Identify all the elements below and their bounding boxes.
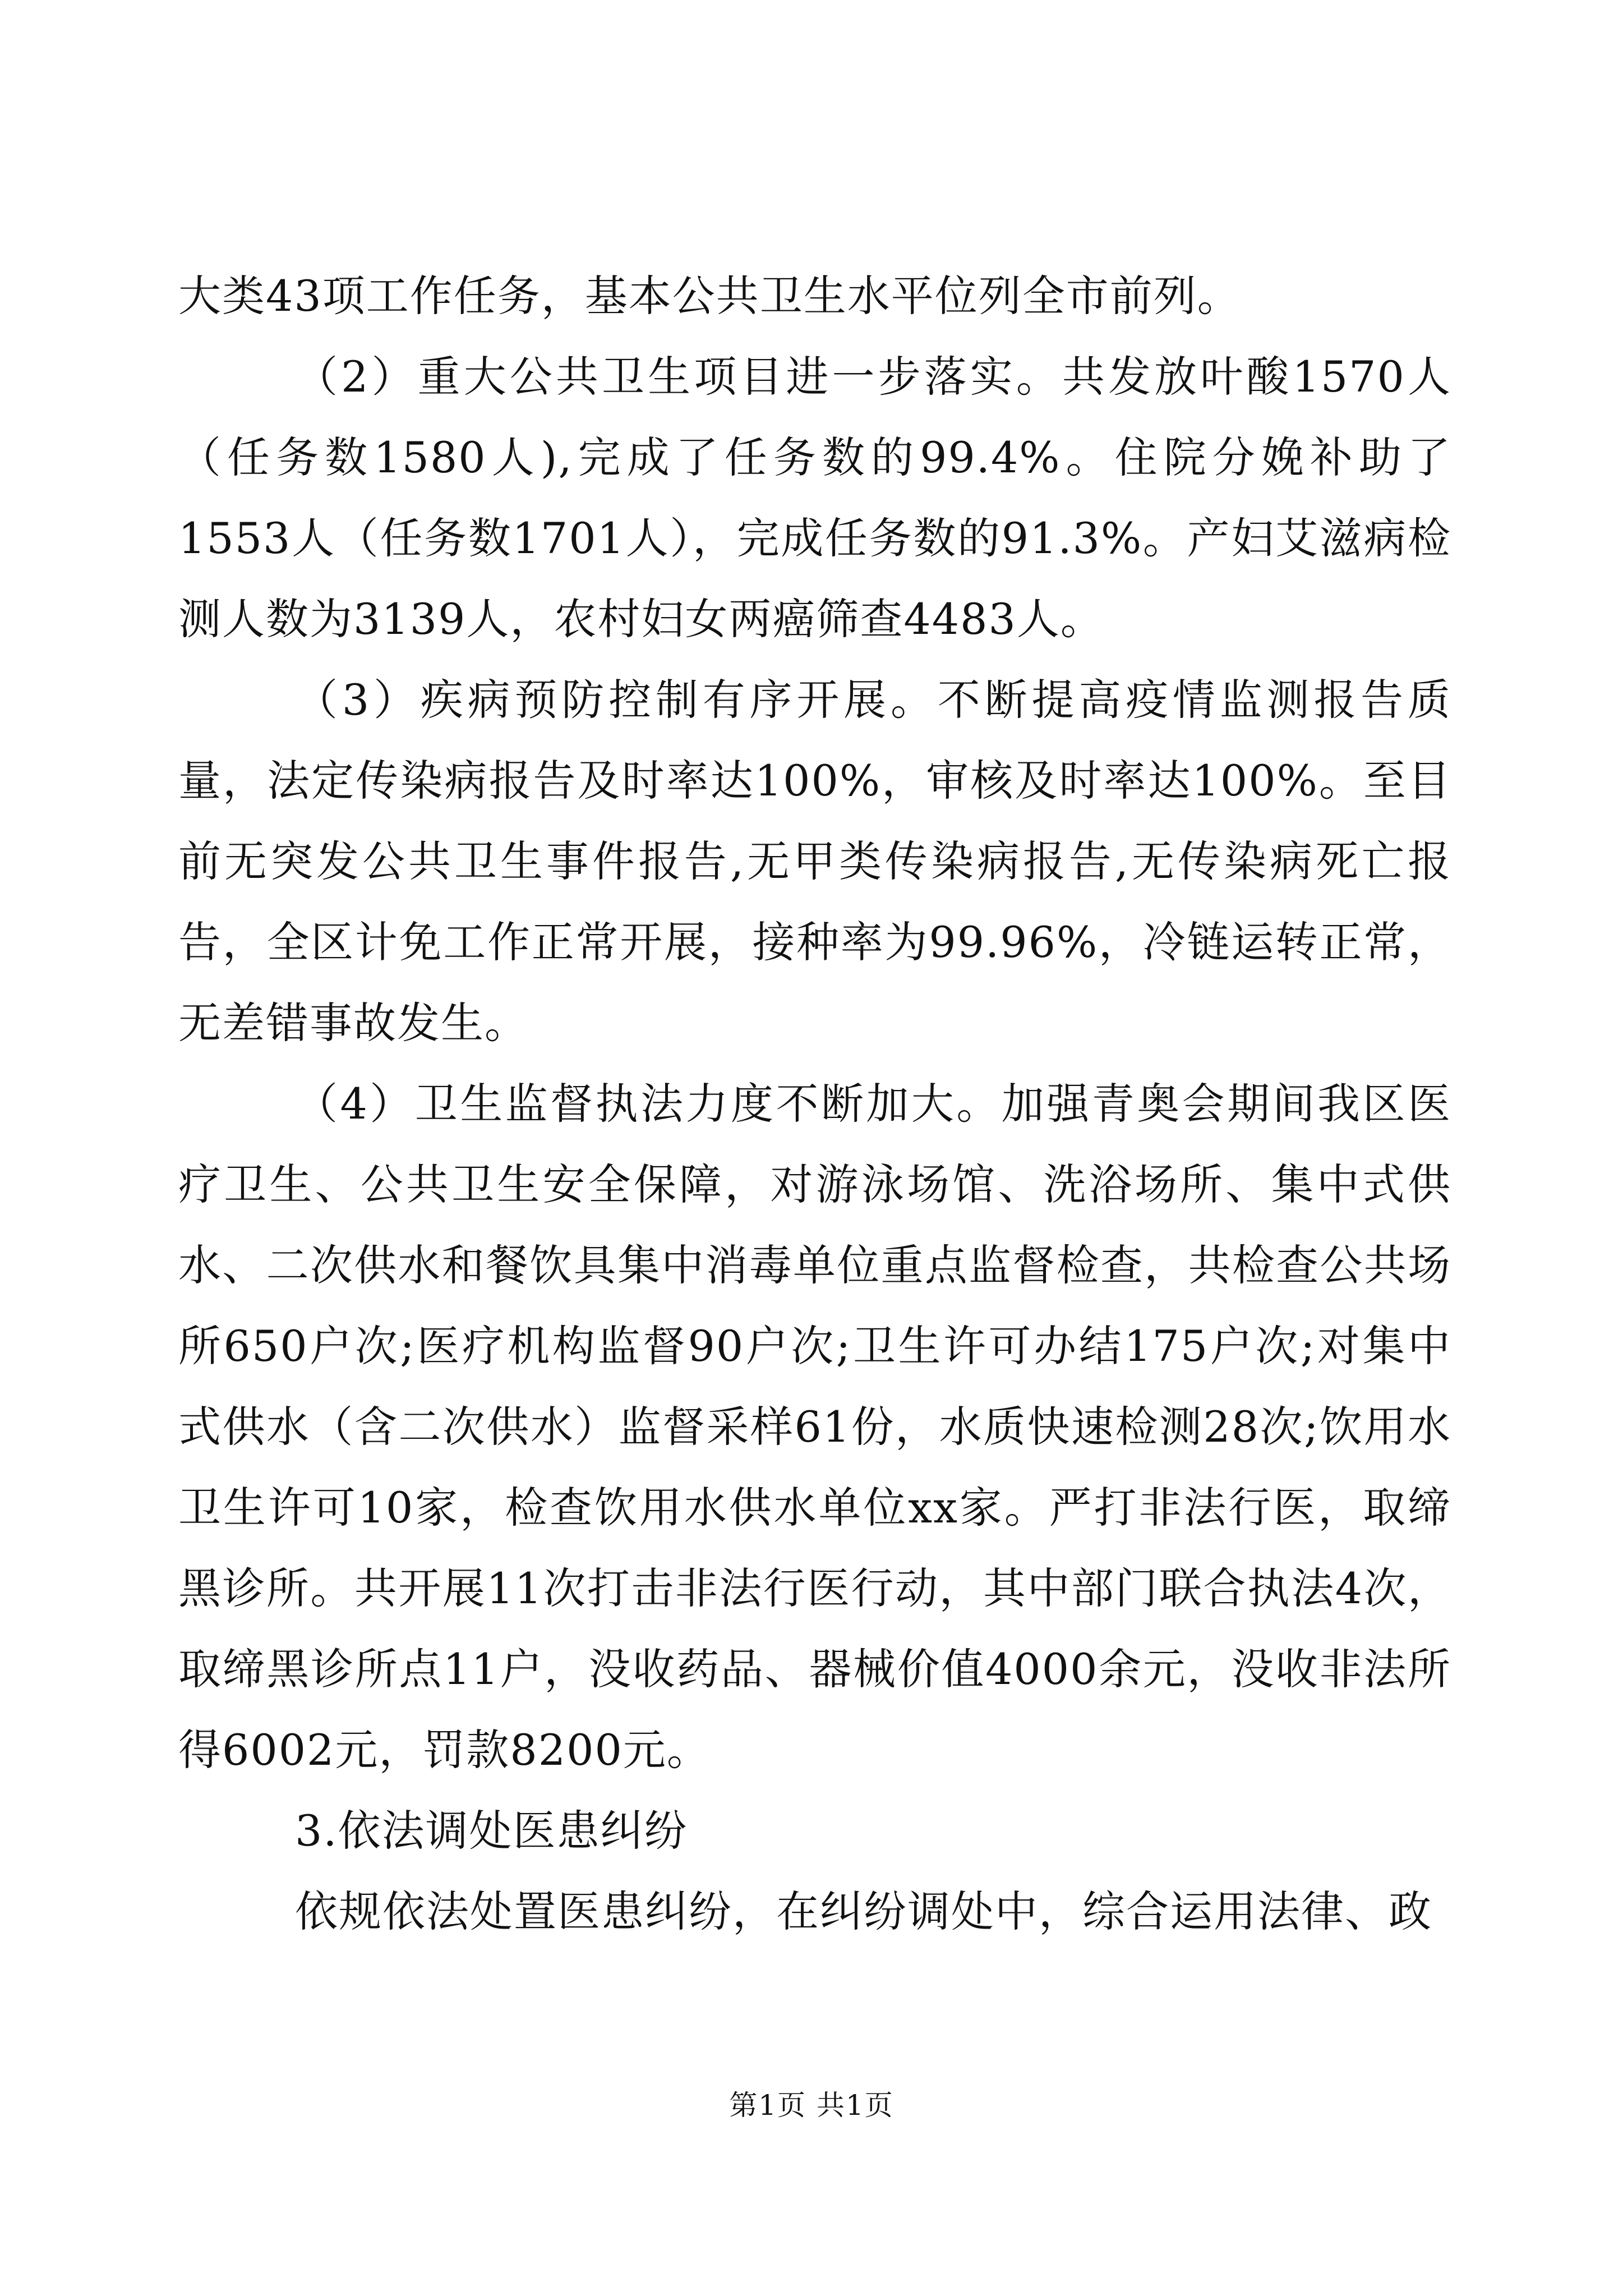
paragraph-continuation: 大类43项工作任务，基本公共卫生水平位列全市前列。 bbox=[178, 271, 1241, 321]
paragraph-medical-disputes: 依规依法处置医患纠纷，在纠纷调处中，综合运用法律、政 bbox=[295, 1887, 1432, 1936]
page-footer: 第1页 共1页 bbox=[729, 2089, 894, 2122]
paragraph-public-health-projects: （2）重大公共卫生项目进一步落实。共发放叶酸1570人（任务数1580人),完成了任务数的99.4%。住院分娩补助了1553人（任务数1701人），完成任务数的91.3%。产妇艾滋病检测人数为3139人，农村妇女两癌筛查4483人。 bbox=[178, 352, 1451, 644]
section-heading-medical-disputes: 3.依法调处医患纠纷 bbox=[295, 1806, 688, 1856]
document-body bbox=[178, 256, 1451, 1952]
paragraph-disease-control: （3）疾病预防控制有序开展。不断提高疫情监测报告质量，法定传染病报告及时率达100%，审核及时率达100%。至目前无突发公共卫生事件报告,无甲类传染病报告,无传染病死亡报告，全区计免工作正常开展，接种率为99.96%，冷链运转正常，无差错事故发生。 bbox=[178, 675, 1451, 1048]
paragraph-health-supervision: （4）卫生监督执法力度不断加大。加强青奥会期间我区医疗卫生、公共卫生安全保障，对游泳场馆、洗浴场所、集中式供水、二次供水和餐饮具集中消毒单位重点监督检查，共检查公共场所650户次;医疗机构监督90户次;卫生许可办结175户次;对集中式供水（含二次供水）监督采样61份，水质快速检测28次;饮用水卫生许可10家，检查饮用水供水单位xx家。严打非法行医，取缔黑诊所。共开展11次打击非法行医行动，其中部门联合执法4次，取缔黑诊所点11户，没收药品、器械价值4000余元，没收非法所得6002元，罚款8200元。 bbox=[178, 1079, 1451, 1775]
